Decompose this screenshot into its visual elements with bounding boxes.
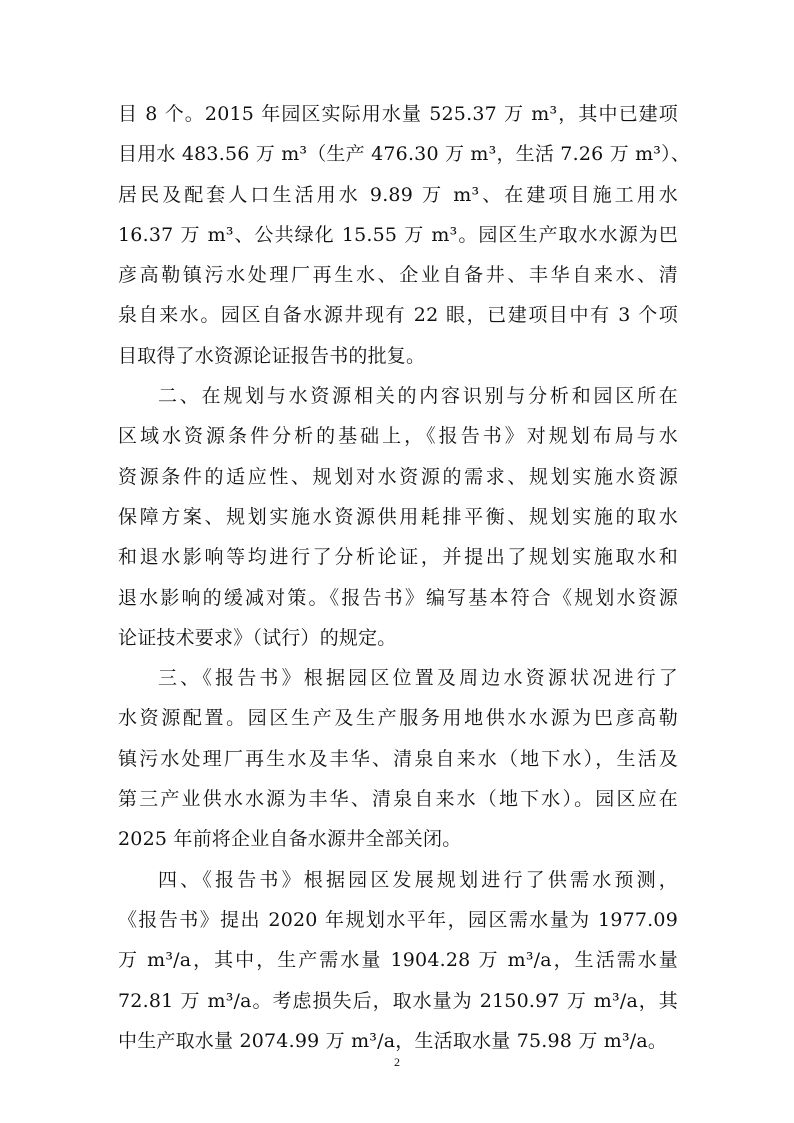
text-line-19: 2025 年前将企业自备水源井全部关闭。 (118, 828, 462, 851)
text-line-11: 保障方案、规划实施水资源供用耗排平衡、规划实施的取水 (118, 505, 678, 528)
text-line-18: 第三产业供水水源为丰华、清泉自来水（地下水）。园区应在 (118, 788, 678, 811)
text-line-1: 目 8 个。2015 年园区实际用水量 525.37 万 m³，其中已建项 (118, 103, 678, 125)
text-line-20: 四、《报告书》根据园区发展规划进行了供需水预测， (158, 868, 678, 891)
text-line-15: 三、《报告书》根据园区位置及周边水资源状况进行了 (158, 667, 678, 690)
text-line-23: 72.81 万 m³/a。考虑损失后，取水量为 2150.97 万 m³/a，其 (118, 989, 678, 1012)
text-line-2: 目用水 483.56 万 m³（生产 476.30 万 m³，生活 7.26 万 m³）、 (118, 143, 691, 166)
text-line-24: 中生产取水量 2074.99 万 m³/a，生活取水量 75.98 万 m³/a。 (118, 1029, 668, 1052)
text-line-5: 彦高勒镇污水处理厂再生水、企业自备井、丰华自来水、清 (118, 264, 678, 287)
text-line-17: 镇污水处理厂再生水及丰华、清泉自来水（地下水），生活及 (118, 747, 678, 770)
document-body (118, 94, 691, 1061)
text-line-3: 居民及配套人口生活用水 9.89 万 m³、在建项目施工用水 (118, 183, 678, 206)
text-line-4: 16.37 万 m³、公共绿化 15.55 万 m³。园区生产取水水源为巴 (118, 223, 678, 246)
text-line-16: 水资源配置。园区生产及生产服务用地供水水源为巴彦高勒 (118, 707, 678, 730)
text-line-6: 泉自来水。园区自备水源井现有 22 眼，已建项目中有 3 个项 (118, 304, 678, 327)
text-line-10: 资源条件的适应性、规划对水资源的需求、规划实施水资源 (118, 465, 678, 488)
text-line-22: 万 m³/a，其中，生产需水量 1904.28 万 m³/a，生活需水量 (118, 949, 678, 972)
text-line-7: 目取得了水资源论证报告书的批复。 (118, 344, 426, 367)
text-line-9: 区域水资源条件分析的基础上，《报告书》对规划布局与水 (118, 425, 678, 448)
text-line-8: 二、在规划与水资源相关的内容识别与分析和园区所在 (158, 385, 678, 408)
text-line-14: 论证技术要求》（试行）的规定。 (118, 626, 397, 649)
page-number: 2 (394, 1055, 400, 1069)
text-line-12: 和退水影响等均进行了分析论证，并提出了规划实施取水和 (118, 546, 678, 569)
text-line-13: 退水影响的缓减对策。《报告书》编写基本符合《规划水资源 (118, 586, 678, 609)
text-line-21: 《报告书》提出 2020 年规划水平年，园区需水量为 1977.09 (118, 908, 678, 931)
